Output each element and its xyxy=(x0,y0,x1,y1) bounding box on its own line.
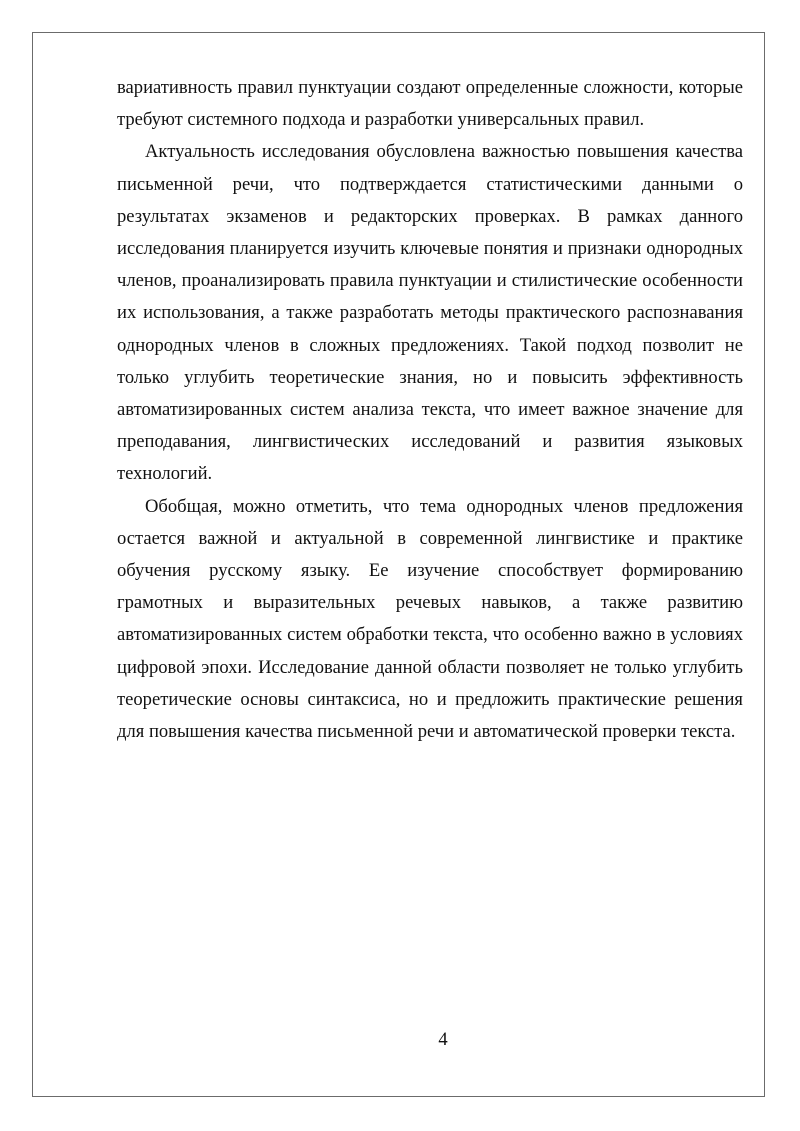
document-body xyxy=(117,72,743,748)
paragraph-relevance: Актуальность исследования обусловлена важностью повышения качества письменной речи, что подтверждается статистическими данными о результатах экзаменов и редакторских проверках. В рамках данного исследования планируется изучить ключевые понятия и признаки однородных членов, проанализировать правила пунктуации и стилистические особенности их использования, а также разработать методы практического распознавания однородных членов в сложных предложениях. Такой подход позволит не только углубить теоретические знания, но и повысить эффективность автоматизированных систем анализа текста, что имеет важное значение для преподавания, лингвистических исследований и развития языковых технологий. xyxy=(117,141,743,485)
paragraph-continuation: вариативность правил пунктуации создают определенные сложности, которые требуют системного подхода и разработки универсальных правил. xyxy=(117,77,743,131)
page-number: 4 xyxy=(438,1029,448,1050)
paragraph-summary: Обобщая, можно отметить, что тема однородных членов предложения остается важной и актуальной в современной лингвистике и практике обучения русскому языку. Ее изучение способствует формированию грамотных и выразительных речевых навыков, а также развитию автоматизированных систем обработки текста, что особенно важно в условиях цифровой эпохи. Исследование данной области позволяет не только углубить теоретические основы синтаксиса, но и предложить практические решения для повышения качества письменной речи и автоматической проверки текста. xyxy=(117,495,743,743)
